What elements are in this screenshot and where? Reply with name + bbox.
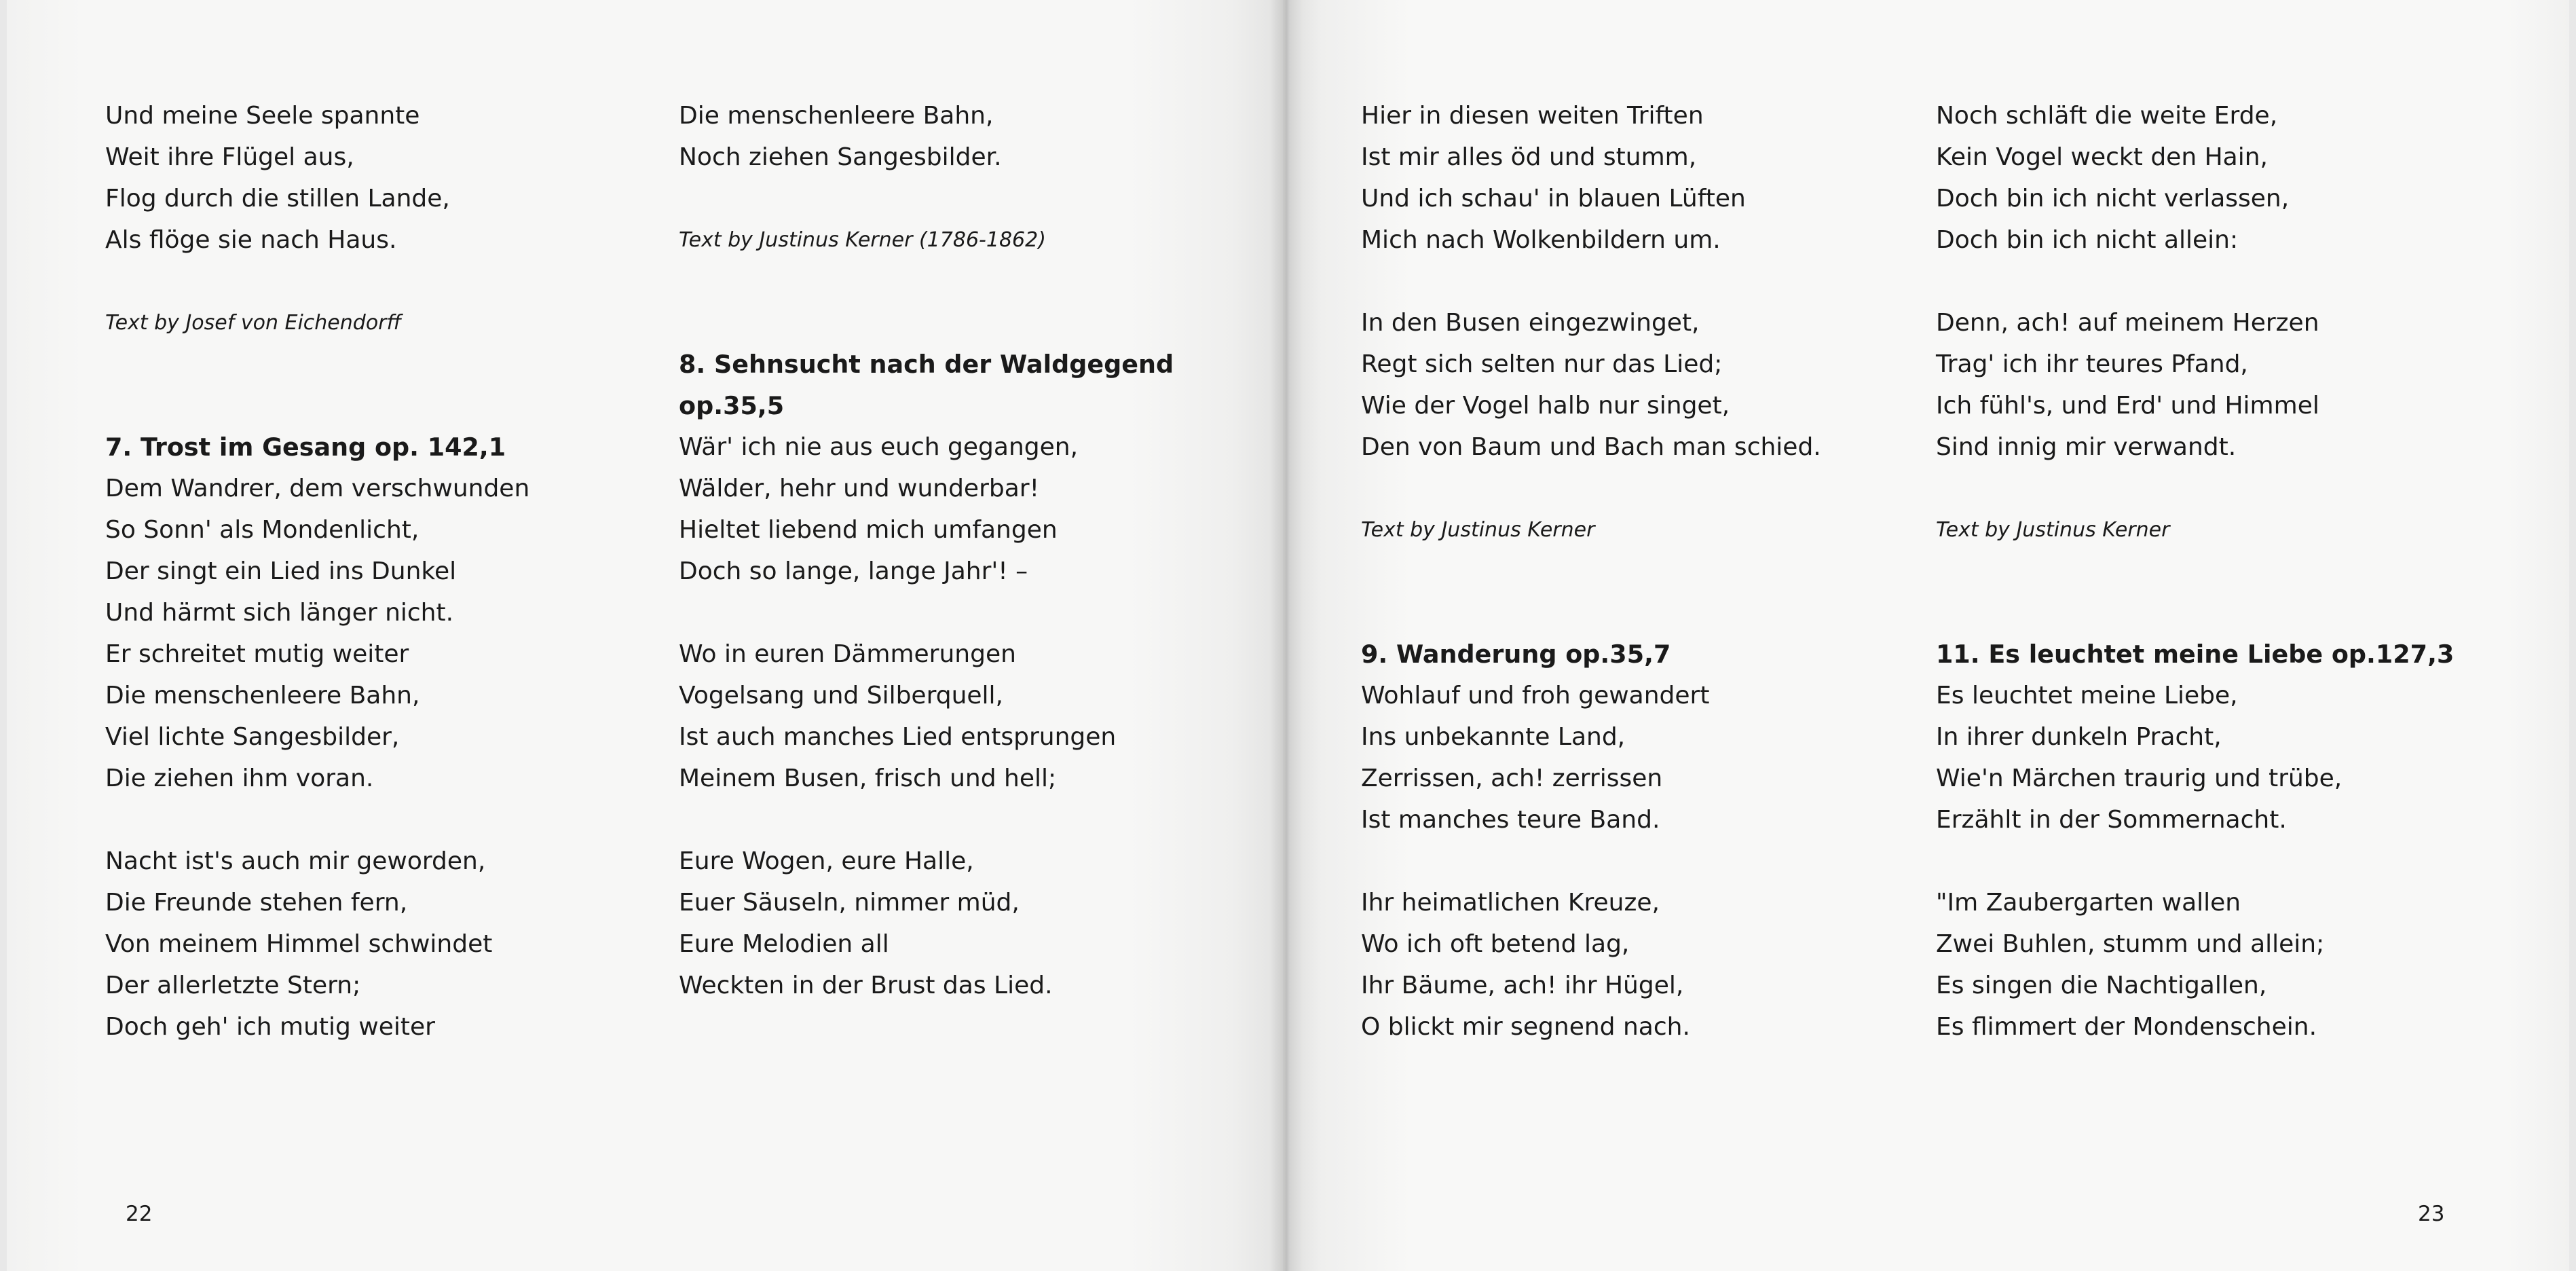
text-credit: Text by Justinus Kerner xyxy=(1361,518,1595,542)
verse-line: Regt sich selten nur das Lied; xyxy=(1361,350,1723,378)
verse-line: Wie der Vogel halb nur singet, xyxy=(1361,392,1730,420)
verse-line: Ist manches teure Band. xyxy=(1361,806,1660,834)
verse-line: Dem Wandrer, dem verschwunden xyxy=(105,475,530,502)
verse-line: Nacht ist's auch mir geworden, xyxy=(105,847,486,875)
verse-line: Die menschenleere Bahn, xyxy=(679,102,994,130)
verse-line: Es flimmert der Mondenschein. xyxy=(1936,1013,2317,1041)
verse-line: Doch geh' ich mutig weiter xyxy=(105,1013,435,1041)
song-heading: 7. Trost im Gesang op. 142,1 xyxy=(105,432,506,462)
verse-line: Hieltet liebend mich umfangen xyxy=(679,516,1058,544)
right-page xyxy=(1283,0,2569,1271)
verse-line: Doch bin ich nicht verlassen, xyxy=(1936,185,2290,213)
verse-line: Viel lichte Sangesbilder, xyxy=(105,723,400,751)
left-page xyxy=(7,0,1283,1271)
page-number: 22 xyxy=(126,1202,153,1226)
verse-line: Ihr heimatlichen Kreuze, xyxy=(1361,889,1660,917)
verse-line: Eure Melodien all xyxy=(679,930,889,958)
verse-line: Ist auch manches Lied entsprungen xyxy=(679,723,1117,751)
verse-line: Der singt ein Lied ins Dunkel xyxy=(105,557,457,585)
left-page-column-1 xyxy=(105,95,635,1048)
verse-line: Hier in diesen weiten Triften xyxy=(1361,102,1704,130)
verse-line: Er schreitet mutig weiter xyxy=(105,640,409,668)
verse-line: O blickt mir segnend nach. xyxy=(1361,1013,1690,1041)
verse-line: Von meinem Himmel schwindet xyxy=(105,930,493,958)
verse-line: Die ziehen ihm voran. xyxy=(105,765,374,792)
verse-line: "Im Zaubergarten wallen xyxy=(1936,889,2241,917)
verse-line: Die menschenleere Bahn, xyxy=(105,682,420,710)
song-heading: 8. Sehnsucht nach der Waldgegend xyxy=(679,350,1174,379)
verse-line: Und ich schau' in blauen Lüften xyxy=(1361,185,1746,213)
verse-line: Wär' ich nie aus euch gegangen, xyxy=(679,433,1079,461)
verse-line: Doch bin ich nicht allein: xyxy=(1936,226,2239,254)
verse-line: Doch so lange, lange Jahr'! – xyxy=(679,557,1028,585)
song-heading: 9. Wanderung op.35,7 xyxy=(1361,640,1671,669)
verse-line: Wohlauf und froh gewandert xyxy=(1361,682,1710,710)
verse-line: Und härmt sich länger nicht. xyxy=(105,599,454,627)
song-heading-opus: op.35,5 xyxy=(679,391,785,420)
verse-line: Ihr Bäume, ach! ihr Hügel, xyxy=(1361,972,1684,999)
verse-line: Flog durch die stillen Lande, xyxy=(105,185,450,213)
verse-line: Der allerletzte Stern; xyxy=(105,972,361,999)
verse-line: Noch schläft die weite Erde, xyxy=(1936,102,2278,130)
verse-line: Es leuchtet meine Liebe, xyxy=(1936,682,2238,710)
verse-line: Die Freunde stehen fern, xyxy=(105,889,408,917)
left-page-column-2 xyxy=(679,95,1208,1006)
gutter-shadow xyxy=(1269,0,1303,1271)
verse-line: Ich fühl's, und Erd' und Himmel xyxy=(1936,392,2319,420)
text-credit: Text by Justinus Kerner xyxy=(1936,518,2170,542)
text-credit: Text by Josef von Eichendorff xyxy=(105,311,402,335)
page-number: 23 xyxy=(2418,1202,2445,1226)
verse-line: Es singen die Nachtigallen, xyxy=(1936,972,2267,999)
verse-line: Eure Wogen, eure Halle, xyxy=(679,847,974,875)
verse-line: Kein Vogel weckt den Hain, xyxy=(1936,143,2268,171)
verse-line: Den von Baum und Bach man schied. xyxy=(1361,433,1821,461)
verse-line: So Sonn' als Mondenlicht, xyxy=(105,516,419,544)
verse-line: In den Busen eingezwinget, xyxy=(1361,309,1700,337)
verse-line: Ins unbekannte Land, xyxy=(1361,723,1626,751)
verse-line: Erzählt in der Sommernacht. xyxy=(1936,806,2287,834)
verse-line: Wie'n Märchen traurig und trübe, xyxy=(1936,765,2342,792)
verse-line: Meinem Busen, frisch und hell; xyxy=(679,765,1057,792)
verse-line: Wälder, hehr und wunderbar! xyxy=(679,475,1040,502)
verse-line: Zerrissen, ach! zerrissen xyxy=(1361,765,1663,792)
song-heading: 11. Es leuchtet meine Liebe op.127,3 xyxy=(1936,640,2454,669)
verse-line: Wo ich oft betend lag, xyxy=(1361,930,1630,958)
verse-line: Weckten in der Brust das Lied. xyxy=(679,972,1053,999)
verse-line: Denn, ach! auf meinem Herzen xyxy=(1936,309,2319,337)
right-page-column-2 xyxy=(1936,95,2465,1048)
verse-line: Mich nach Wolkenbildern um. xyxy=(1361,226,1721,254)
verse-line: Noch ziehen Sangesbilder. xyxy=(679,143,1002,171)
verse-line: In ihrer dunkeln Pracht, xyxy=(1936,723,2222,751)
verse-line: Euer Säuseln, nimmer müd, xyxy=(679,889,1020,917)
text-credit: Text by Justinus Kerner (1786-1862) xyxy=(679,228,1046,252)
verse-line: Ist mir alles öd und stumm, xyxy=(1361,143,1697,171)
verse-line: Als flöge sie nach Haus. xyxy=(105,226,397,254)
verse-line: Weit ihre Flügel aus, xyxy=(105,143,354,171)
verse-line: Zwei Buhlen, stumm und allein; xyxy=(1936,930,2325,958)
verse-line: Trag' ich ihr teures Pfand, xyxy=(1936,350,2248,378)
right-page-column-1 xyxy=(1361,95,1890,1048)
verse-line: Sind innig mir verwandt. xyxy=(1936,433,2237,461)
verse-line: Vogelsang und Silberquell, xyxy=(679,682,1004,710)
verse-line: Wo in euren Dämmerungen xyxy=(679,640,1016,668)
verse-line: Und meine Seele spannte xyxy=(105,102,420,130)
